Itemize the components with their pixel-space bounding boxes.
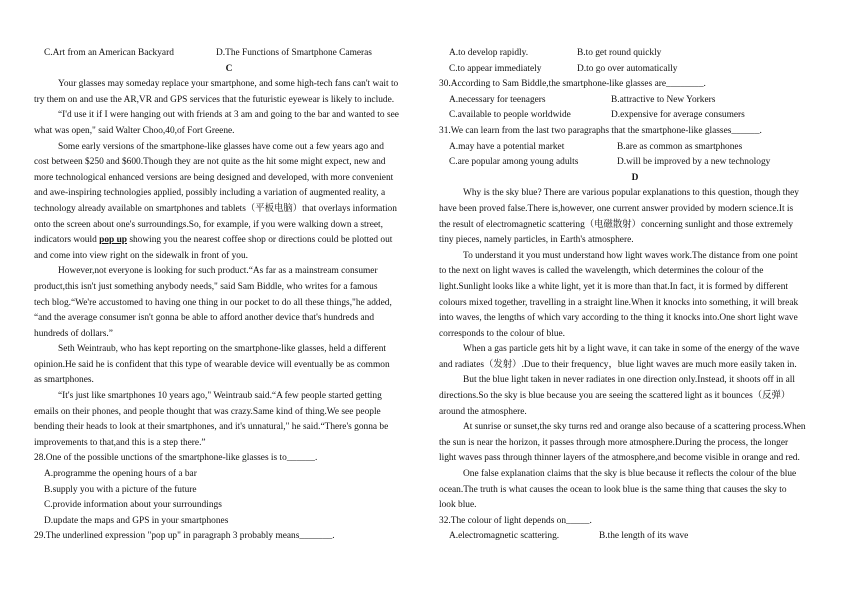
text-line: Some early versions of the smartphone-like glasses have come out a few years ago and [58, 141, 384, 152]
text-line: emails on their phones, and people thought that was crazy.Same kind of thing.We see people [34, 406, 381, 417]
text-line: Seth Weintraub, who has kept reporting on the smartphone-like glasses, held a different [58, 344, 386, 355]
text-line: Your glasses may someday replace your smartphone, and some high-tech fans can't wait to [58, 79, 399, 90]
question-30: 30.According to Sam Biddle,the smartphone-like glasses are________. [439, 79, 706, 90]
text-line: At sunrise or sunset,the sky turns red and orange also because of a scattering process.When [463, 422, 806, 433]
text-line: corresponds to the colour of blue. [439, 328, 566, 339]
q30-option-b[interactable]: B.attractive to New Yorkers [611, 94, 716, 105]
text-line: around the atmosphere. [439, 406, 527, 417]
q30-option-d[interactable]: D.expensive for average consumers [611, 110, 745, 121]
passage-d-paragraph-4 [439, 373, 831, 420]
passage-d-paragraph-5 [439, 420, 831, 467]
passage-c-paragraph-1 [34, 77, 424, 108]
text-line: But the blue light taken in never radiates in one direction only.Instead, it shoots off in all [463, 375, 795, 386]
text-line: tech blog.“We're accustomed to having one thing in our pocket to do all these things,"he added, [34, 297, 392, 308]
text-line: ocean.The truth is what causes the ocean to look blue is the same thing that causes the sky to [439, 484, 787, 495]
q31-option-c[interactable]: C.are popular among young adults [449, 157, 579, 168]
question-28: 28.One of the possible unctions of the smartphone-like glasses is to______. [34, 453, 318, 464]
passage-d-paragraph-1 [439, 186, 831, 248]
q29-option-c[interactable]: C.to appear immediately [449, 63, 542, 74]
q29-options-cd [439, 62, 831, 78]
q28-option-c[interactable]: C.provide information about your surroundings [44, 500, 222, 511]
text-line: more technological enhanced versions are being designed and developed, with more convenient [34, 172, 394, 183]
text-line: the result of electromagnetic scattering（电磁散射）concerning sunlight and those extremely [439, 219, 794, 230]
q28-option-b[interactable]: B.supply you with a picture of the future [44, 484, 197, 495]
q31-options-cd [439, 155, 831, 171]
text-line: tiny pieces, namely particles, in Earth's atmosphere. [439, 235, 634, 246]
text-line: and come into view right on the sidewalk in front of you. [34, 250, 249, 261]
passage-d-paragraph-6 [439, 467, 831, 514]
text-line: product,this isn't just something anybody needs," said Sam Biddle, who writes for a famous [34, 281, 378, 292]
q29-option-a[interactable]: A.to develop rapidly. [449, 48, 529, 58]
text-line: To understand it you must understand how light waves work.The distance from one point [463, 250, 798, 261]
q30-option-c[interactable]: C.available to people worldwide [449, 110, 571, 121]
q29-option-b[interactable]: B.to get round quickly [577, 48, 662, 58]
text-line: improvements to that,and this is a step there.” [34, 437, 206, 448]
text-line: When a gas particle gets hit by a light wave, it can take in some of the energy of the wave [463, 344, 800, 355]
text-line: “I'd use it if I were hanging out with friends at 3 am and going to the bar and wanted to see [58, 110, 399, 121]
text-line: into waves, the lengths of which vary according to the thing it knocks into.One short light wave [439, 313, 798, 324]
text-line: have been proved false.There is,however, one current answer provided by modern science.It is [439, 203, 794, 214]
passage-d-paragraph-3 [439, 342, 831, 373]
text-line: However,not everyone is looking for such product.“As far as a mainstream consumer [58, 266, 378, 277]
question-31: 31.We can learn from the last two paragraphs that the smartphone-like glasses______. [439, 125, 762, 136]
text-line: technology already available on smartphones and tablets（平板电脑）that overlays information [34, 203, 397, 214]
text-line-with-underline [34, 233, 424, 249]
text-line: onto the screen about one's surroundings.So, for example, if you were walking down a street, [34, 219, 383, 230]
passage-c-paragraph-4 [34, 264, 424, 342]
text-line: the sun is near the horizon, it passes through more atmosphere.During the process, the longer [439, 437, 789, 448]
section-d-heading: D [631, 172, 639, 183]
text-line: light waves pass through thinner layers of the atmosphere,and become visible in orange and red. [439, 453, 800, 464]
passage-d-paragraph-2 [439, 249, 831, 343]
text-line: as smartphones. [34, 375, 94, 386]
q32-option-a[interactable]: A.electromagnetic scattering. [449, 531, 560, 542]
q28-option-a[interactable]: A.programme the opening hours of a bar [44, 469, 197, 480]
text-line: try them on and use the AR,VR and GPS services that the futuristic eyewear is likely to include. [34, 94, 395, 105]
q30-options-ab [439, 93, 831, 109]
q29-options-ab [439, 46, 831, 62]
passage-c-paragraph-6 [34, 389, 424, 451]
text-line: directions.So the sky is blue because you are seeing the scattered light as it bounces（反弹） [439, 391, 791, 402]
q31-options-ab [439, 140, 831, 156]
q32-options-ab [439, 529, 831, 545]
text-line: cost between $250 and $600.Though they are not quite as the hit some might expect, new and [34, 157, 386, 168]
passage-c-paragraph-3 [34, 140, 424, 265]
passage-c-paragraph-5 [34, 342, 424, 389]
q30-options-cd [439, 108, 831, 124]
text-after: showing you the nearest coffee shop or directions could be plotted out [127, 235, 393, 246]
text-line: bending their heads to look at their smartphones, and it's unnatural," he said.“There's gonna be [34, 422, 389, 433]
underlined-pop-up: pop up [99, 235, 127, 246]
q29-option-d[interactable]: D.to go over automatically [577, 63, 678, 74]
text-before: indicators would [34, 235, 100, 246]
text-line: “It's just like smartphones 10 years ago," Weintraub said.“A few people started getting [58, 391, 382, 402]
text-line: to the next on light waves is called the wavelength, which determines the colour of the [439, 266, 764, 277]
text-line: colours mixed together, travelling in a straight line.When it knocks into something, it will break [439, 297, 799, 308]
q30-option-a[interactable]: A.necessary for teenagers [449, 94, 546, 105]
text-line: and awe-inspiring technologies applied, possibly including a variation of augmented reality, a [34, 188, 386, 199]
text-line: what was open," said Walter Choo,40,of Fort Greene. [34, 125, 235, 136]
text-line: “and the average consumer isn't gonna be able to afford another device that's hundreds and [34, 313, 375, 324]
text-line: One false explanation claims that the sky is blue because it reflects the colour of the blue [463, 469, 797, 480]
question-32: 32.The colour of light depends on_____. [439, 515, 592, 526]
q31-option-a[interactable]: A.may have a potential market [449, 141, 565, 152]
left-column [34, 46, 424, 545]
text-line: Why is the sky blue? There are various popular explanations to this question, though they [463, 188, 799, 199]
q28-option-d[interactable]: D.update the maps and GPS in your smartphones [44, 515, 229, 526]
question-29: 29.The underlined expression "pop up" in paragraph 3 probably means_______. [34, 531, 335, 542]
text-line: hundreds of dollars.” [34, 328, 113, 339]
text-line: and radiates（发射）.Due to their frequency，blue light waves are much more easily taken in. [439, 359, 797, 370]
q31-option-d[interactable]: D.will be improved by a new technology [617, 157, 771, 168]
right-column [439, 46, 831, 545]
q27-option-c[interactable]: C.Art from an American Backyard [44, 48, 174, 58]
q31-option-b[interactable]: B.are as common as smartphones [617, 141, 743, 152]
text-line: light.Sunlight looks like a white light, yet it is more than that.In fact, it is formed by different [439, 281, 788, 292]
passage-c-paragraph-2 [34, 108, 424, 139]
section-c-heading: C [225, 63, 233, 74]
text-line: look blue. [439, 500, 477, 511]
text-line: opinion.He said he is confident that this type of wearable device will eventually be as common [34, 359, 390, 370]
q27-option-d[interactable]: D.The Functions of Smartphone Cameras [216, 48, 372, 58]
q27-options-cd [34, 46, 424, 62]
q32-option-b[interactable]: B.the length of its wave [599, 531, 689, 542]
